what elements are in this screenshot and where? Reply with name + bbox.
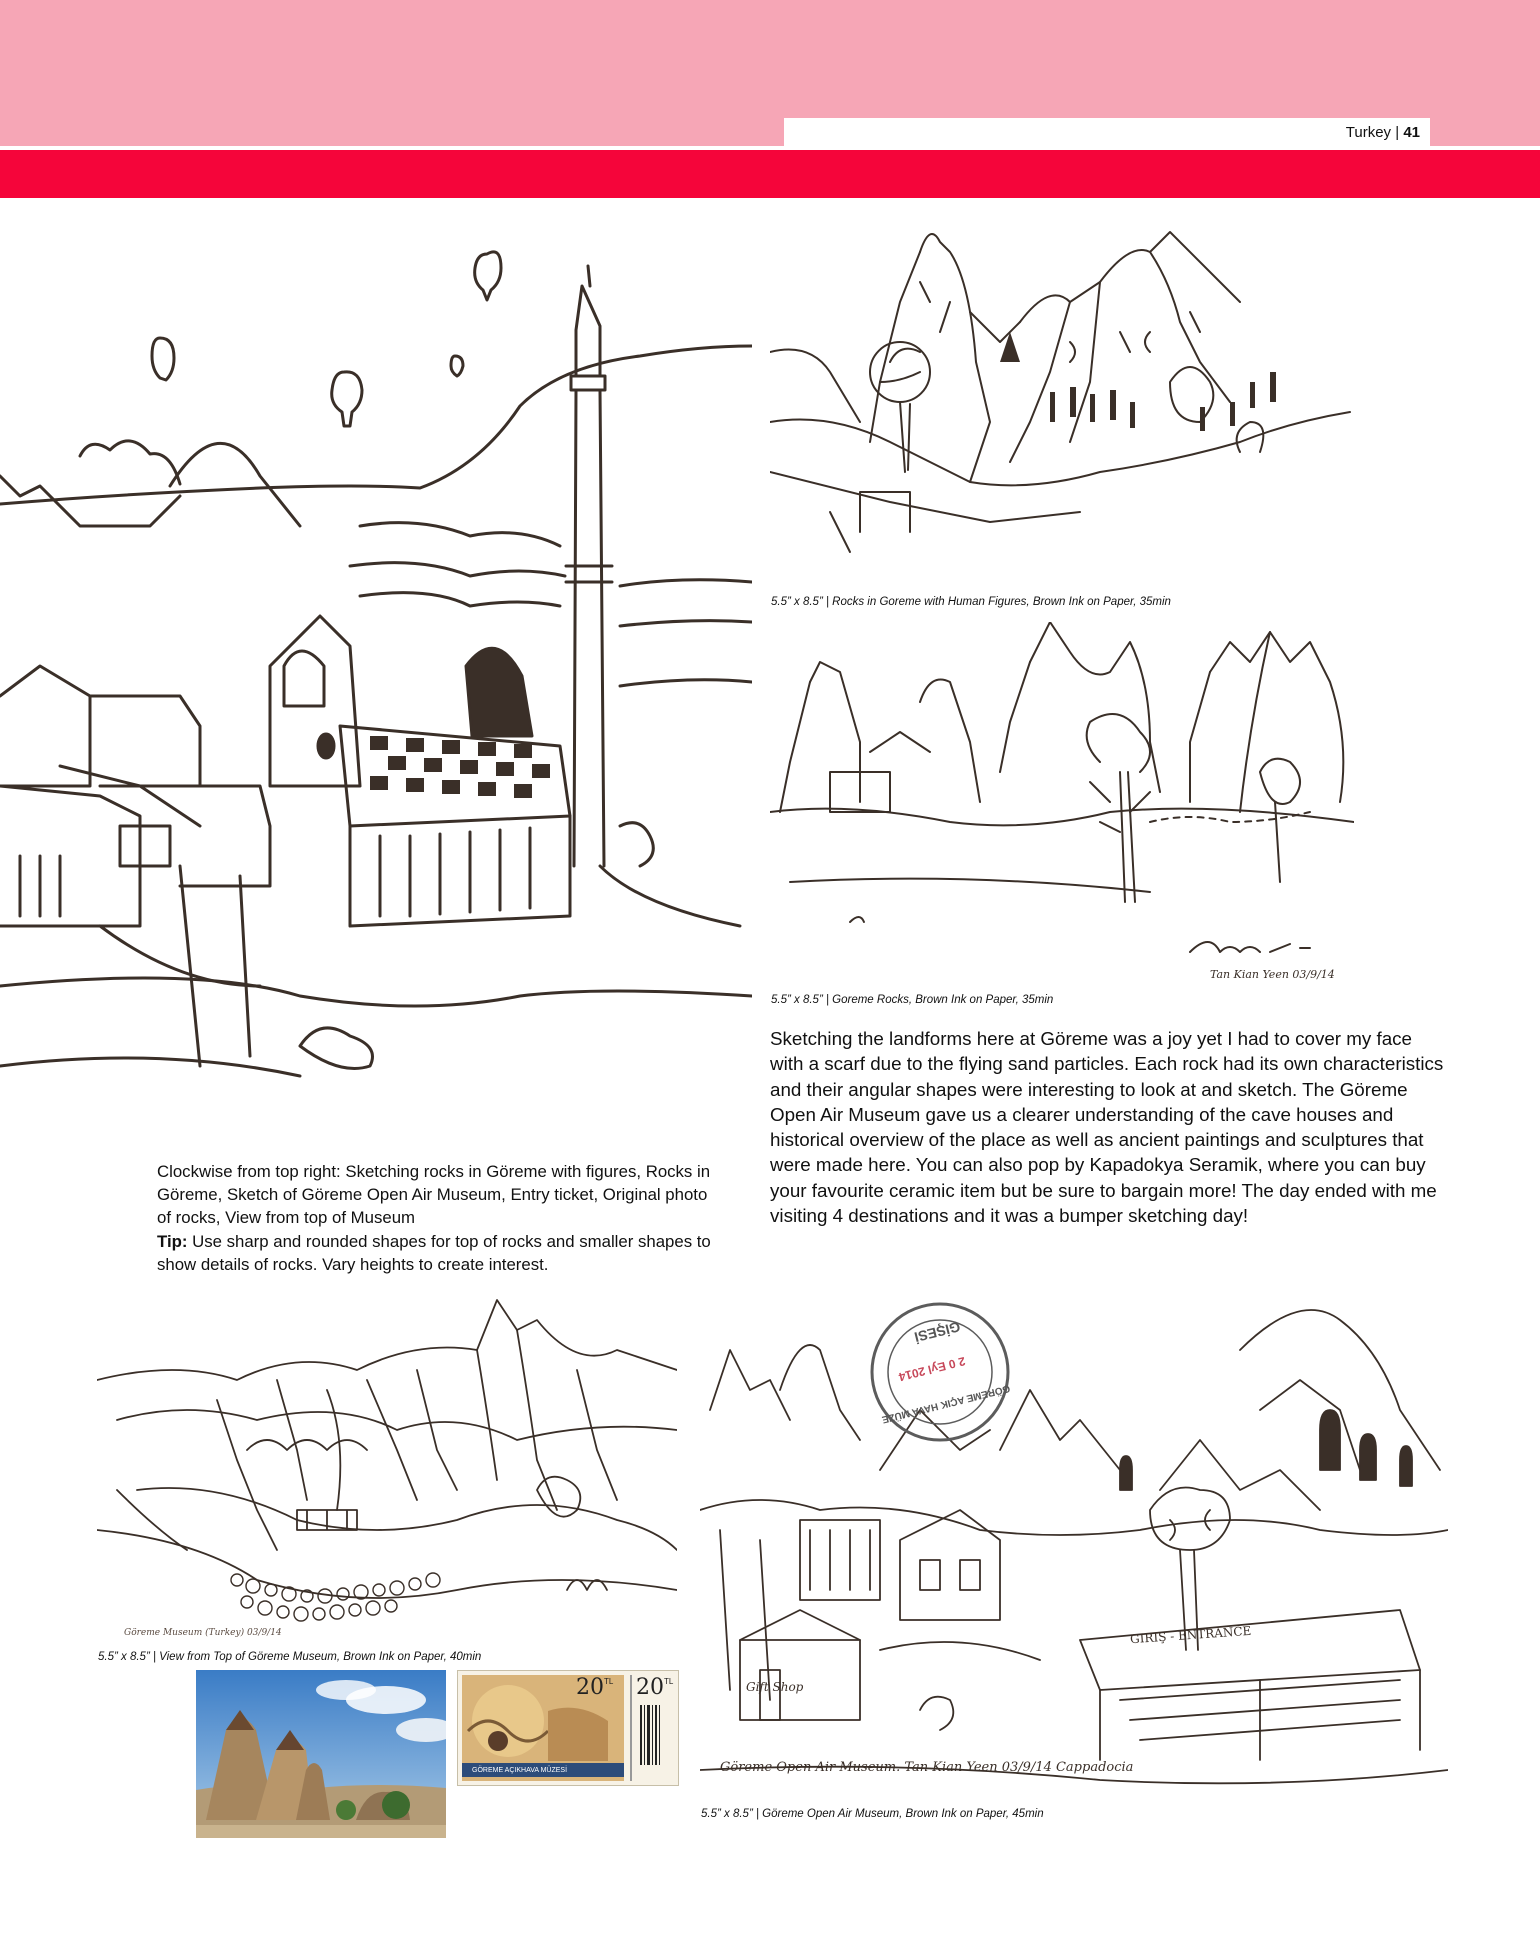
header-red-band [0, 150, 1540, 198]
caption-goreme-rocks: 5.5” x 8.5” | Goreme Rocks, Brown Ink on Paper, 35min [771, 994, 1054, 1006]
tip-text: Use sharp and rounded shapes for top of rocks and smaller shapes to show details of rocks. Vary heights to create interest. [157, 1231, 711, 1274]
caption-rocks-figures: 5.5” x 8.5” | Rocks in Goreme with Human Figures, Brown Ink on Paper, 35min [771, 596, 1171, 608]
figure-caption-block [157, 1160, 717, 1276]
entry-ticket [457, 1670, 679, 1786]
figure-caption-text: Clockwise from top right: Sketching rocks in Göreme with figures, Rocks in Göreme, Sketch of Göreme Open Air Museum, Entry ticket, Original photo of rocks, View from top of Museum [157, 1162, 711, 1228]
ticket-stub-price-unit: TL [664, 1677, 674, 1686]
entrance-label: GIRIŞ - ENTRANCE [1129, 1623, 1252, 1647]
open-air-signature: Göreme Open Air Museum. Tan Kian Yeen 03/9/14 Cappadocia [720, 1760, 1134, 1775]
goreme-rocks-sketch [770, 622, 1354, 990]
rocks-photo [196, 1670, 446, 1838]
museum-view-sketch [97, 1290, 677, 1660]
stamp-bottom-text: GÖREME AÇIK HAVA MÜZE [880, 1382, 1012, 1425]
body-paragraph: Sketching the landforms here at Göreme was a joy yet I had to cover my face with a scarf due to the flying sand particles. Each rock had its own characteristics and their angular shapes were interesting to look at and sketch. The Göreme Open Air Museum gave us a clearer understanding of the cave houses and historical overview of the place as well as ancient paintings and sculptures that were made here. You can also pop by Kapadokya Seramik, where you can buy your favourite ceramic item but be sure to bargain more! The day ended with me visiting 4 destinations and it was a bumper sketching day! [770, 1028, 1444, 1227]
stamp-date: 2 0 Eyl 2014 [897, 1353, 967, 1385]
town-minaret-sketch [0, 226, 752, 1126]
ticket-price-unit: TL [604, 1677, 614, 1686]
caption-museum-view: 5.5” x 8.5” | View from Top of Göreme Museum, Brown Ink on Paper, 40min [98, 1651, 482, 1663]
running-header [784, 118, 1430, 148]
page-number: 41 [1403, 124, 1420, 141]
section-name: Turkey [1345, 124, 1392, 141]
ticket-museum-name: GÖREME AÇIKHAVA MÜZESİ [472, 1767, 568, 1774]
ticket-price: 20 [576, 1675, 604, 1700]
gift-shop-label: Gift Shop [746, 1680, 804, 1694]
goreme-rocks-signature: Tan Kian Yeen 03/9/14 [1210, 968, 1335, 981]
museum-view-signature: Göreme Museum (Turkey) 03/9/14 [124, 1628, 282, 1638]
header-separator: | [1395, 124, 1400, 141]
stamp-top-text: GİŞESİ [912, 1318, 962, 1346]
rocks-figures-sketch [770, 222, 1354, 588]
caption-open-air-museum: 5.5” x 8.5” | Göreme Open Air Museum, Brown Ink on Paper, 45min [701, 1808, 1044, 1820]
ticket-stub-price: 20 [636, 1675, 664, 1700]
tip-label: Tip: [157, 1231, 188, 1251]
open-air-museum-sketch [700, 1290, 1448, 1800]
